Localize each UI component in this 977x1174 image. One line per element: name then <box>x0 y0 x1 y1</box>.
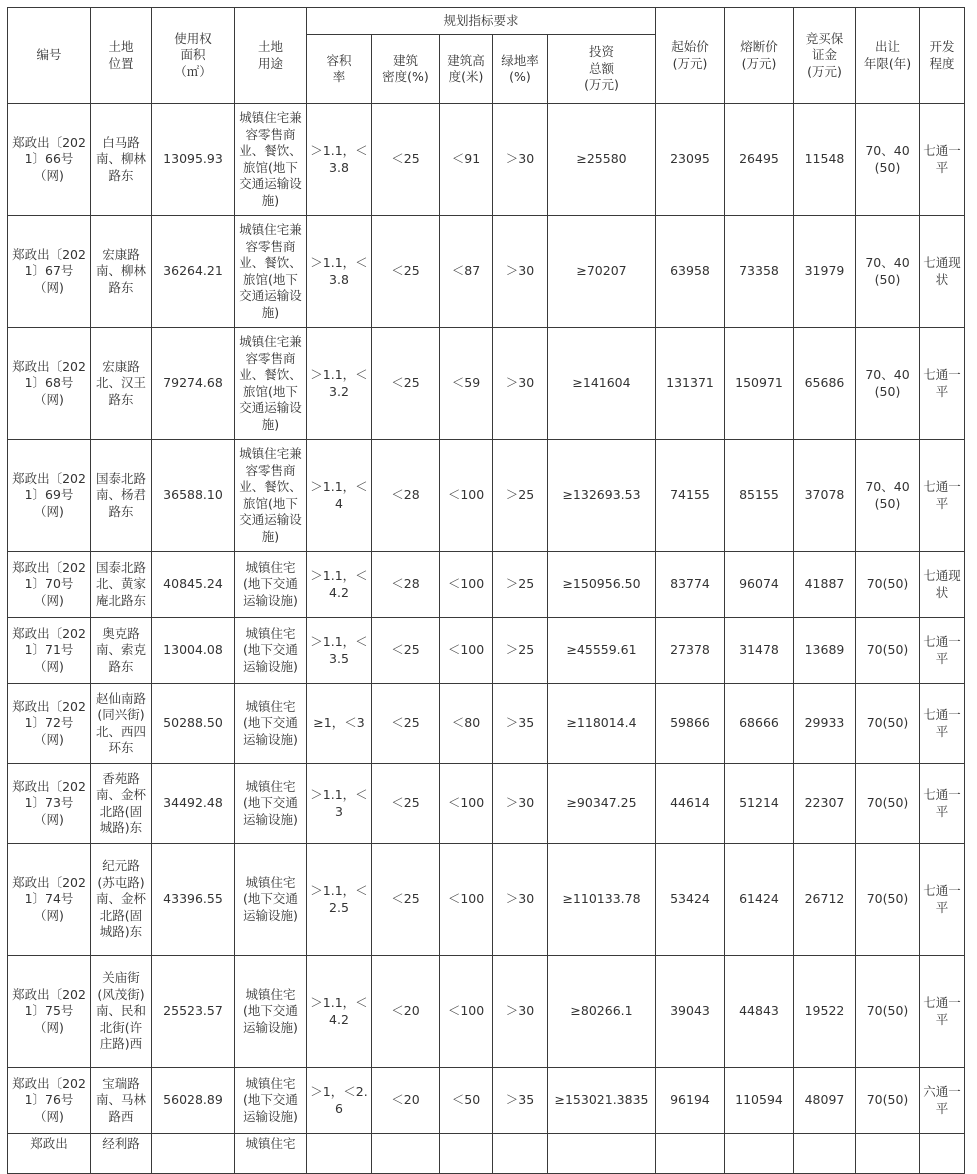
cell-green: ＞30 <box>493 764 548 844</box>
table-row <box>8 328 965 440</box>
cell-height: ＜80 <box>440 684 493 764</box>
cell-far: ＞1.1，＜3.2 <box>307 328 372 440</box>
cell-density: ＜28 <box>372 440 440 552</box>
cell-id: 郑政出〔2021〕71号（网) <box>8 618 91 684</box>
header-density: 建筑 密度(%) <box>372 35 440 104</box>
cell-location: 赵仙南路(同兴街)北、西四环东 <box>91 684 152 764</box>
cell-invest: ≥45559.61 <box>548 618 656 684</box>
cell-term: 70(50) <box>856 764 920 844</box>
cell-cap-price: 150971 <box>725 328 794 440</box>
header-far: 容积 率 <box>307 35 372 104</box>
cell-invest <box>548 1134 656 1174</box>
cell-green: ＞25 <box>493 552 548 618</box>
cell-green: ＞30 <box>493 844 548 956</box>
cell-usage: 城镇住宅 <box>235 1134 307 1174</box>
cell-green: ＞30 <box>493 216 548 328</box>
cell-deposit: 48097 <box>794 1068 856 1134</box>
cell-location: 纪元路(苏屯路)南、金杯北路(固城路)东 <box>91 844 152 956</box>
table-row <box>8 104 965 216</box>
header-location: 土地 位置 <box>91 8 152 104</box>
cell-deposit: 29933 <box>794 684 856 764</box>
cell-area: 25523.57 <box>152 956 235 1068</box>
header-planning-group: 规划指标要求 <box>307 8 656 35</box>
cell-far: ＞1，＜2.6 <box>307 1068 372 1134</box>
cell-green: ＞35 <box>493 684 548 764</box>
cell-height: ＜100 <box>440 844 493 956</box>
cell-location: 关庙街(风茂街)南、民和北街(许庄路)西 <box>91 956 152 1068</box>
cell-usage: 城镇住宅(地下交通运输设施) <box>235 1068 307 1134</box>
cell-invest: ≥90347.25 <box>548 764 656 844</box>
cell-far <box>307 1134 372 1174</box>
cell-deposit: 11548 <box>794 104 856 216</box>
cell-term: 70(50) <box>856 956 920 1068</box>
cell-start-price: 59866 <box>656 684 725 764</box>
cell-id: 郑政出〔2021〕66号（网) <box>8 104 91 216</box>
cell-term: 70、40(50) <box>856 328 920 440</box>
cell-term: 70(50) <box>856 684 920 764</box>
cell-density: ＜25 <box>372 764 440 844</box>
cell-location: 国泰北路北、黄家庵北路东 <box>91 552 152 618</box>
cell-term: 70(50) <box>856 844 920 956</box>
cell-cap-price: 73358 <box>725 216 794 328</box>
cell-area: 36588.10 <box>152 440 235 552</box>
header-start-price: 起始价 (万元) <box>656 8 725 104</box>
table-row <box>8 216 965 328</box>
cell-height: ＜87 <box>440 216 493 328</box>
cell-green: ＞25 <box>493 618 548 684</box>
cell-usage: 城镇住宅(地下交通运输设施) <box>235 956 307 1068</box>
cell-usage: 城镇住宅(地下交通运输设施) <box>235 618 307 684</box>
cell-height: ＜59 <box>440 328 493 440</box>
header-height: 建筑高 度(米) <box>440 35 493 104</box>
cell-area: 36264.21 <box>152 216 235 328</box>
cell-location: 白马路南、柳林路东 <box>91 104 152 216</box>
table-row <box>8 1068 965 1134</box>
cell-usage: 城镇住宅(地下交通运输设施) <box>235 552 307 618</box>
table-row <box>8 440 965 552</box>
cell-deposit: 37078 <box>794 440 856 552</box>
header-usage: 土地 用途 <box>235 8 307 104</box>
cell-invest: ≥118014.4 <box>548 684 656 764</box>
cell-dev: 七通一平 <box>920 956 965 1068</box>
cell-cap-price: 26495 <box>725 104 794 216</box>
cell-cap-price <box>725 1134 794 1174</box>
cell-dev: 七通一平 <box>920 104 965 216</box>
cell-height: ＜100 <box>440 956 493 1068</box>
cell-density: ＜20 <box>372 956 440 1068</box>
cell-usage: 城镇住宅兼容零售商业、餐饮、旅馆(地下交通运输设施) <box>235 328 307 440</box>
cell-id: 郑政出 <box>8 1134 91 1174</box>
cell-location: 国泰北路南、杨君路东 <box>91 440 152 552</box>
cell-green: ＞35 <box>493 1068 548 1134</box>
cell-start-price: 74155 <box>656 440 725 552</box>
cell-area: 56028.89 <box>152 1068 235 1134</box>
cell-invest: ≥153021.3835 <box>548 1068 656 1134</box>
cell-height: ＜91 <box>440 104 493 216</box>
cell-id: 郑政出〔2021〕74号（网) <box>8 844 91 956</box>
cell-deposit: 31979 <box>794 216 856 328</box>
cell-usage: 城镇住宅(地下交通运输设施) <box>235 764 307 844</box>
cell-green: ＞30 <box>493 328 548 440</box>
cell-area: 79274.68 <box>152 328 235 440</box>
cell-invest: ≥70207 <box>548 216 656 328</box>
cell-height <box>440 1134 493 1174</box>
cell-start-price: 53424 <box>656 844 725 956</box>
cell-dev: 七通现状 <box>920 552 965 618</box>
cell-usage: 城镇住宅(地下交通运输设施) <box>235 684 307 764</box>
cell-deposit: 19522 <box>794 956 856 1068</box>
cell-id: 郑政出〔2021〕72号（网) <box>8 684 91 764</box>
cell-area: 50288.50 <box>152 684 235 764</box>
cell-id: 郑政出〔2021〕76号（网) <box>8 1068 91 1134</box>
cell-id: 郑政出〔2021〕70号（网) <box>8 552 91 618</box>
cell-id: 郑政出〔2021〕67号（网) <box>8 216 91 328</box>
cell-far: ＞1.1，＜4.2 <box>307 552 372 618</box>
cell-start-price: 131371 <box>656 328 725 440</box>
cell-green: ＞30 <box>493 104 548 216</box>
cell-density <box>372 1134 440 1174</box>
table-row <box>8 956 965 1068</box>
cell-usage: 城镇住宅兼容零售商业、餐饮、旅馆(地下交通运输设施) <box>235 216 307 328</box>
table-row <box>8 684 965 764</box>
cell-start-price: 39043 <box>656 956 725 1068</box>
cell-cap-price: 96074 <box>725 552 794 618</box>
cell-area: 13095.93 <box>152 104 235 216</box>
cell-green: ＞25 <box>493 440 548 552</box>
cell-cap-price: 31478 <box>725 618 794 684</box>
header-green: 绿地率 (%) <box>493 35 548 104</box>
cell-density: ＜25 <box>372 844 440 956</box>
cell-green <box>493 1134 548 1174</box>
cell-term: 70、40(50) <box>856 104 920 216</box>
cell-id: 郑政出〔2021〕75号（网) <box>8 956 91 1068</box>
cell-usage: 城镇住宅兼容零售商业、餐饮、旅馆(地下交通运输设施) <box>235 104 307 216</box>
table-row <box>8 552 965 618</box>
cell-area: 43396.55 <box>152 844 235 956</box>
cell-id: 郑政出〔2021〕69号（网) <box>8 440 91 552</box>
cell-invest: ≥141604 <box>548 328 656 440</box>
cell-density: ＜25 <box>372 618 440 684</box>
header-dev: 开发 程度 <box>920 8 965 104</box>
cell-location: 奥克路南、索克路东 <box>91 618 152 684</box>
cell-location: 宏康路南、柳林路东 <box>91 216 152 328</box>
cell-density: ＜28 <box>372 552 440 618</box>
cell-start-price: 44614 <box>656 764 725 844</box>
cell-term: 70(50) <box>856 1068 920 1134</box>
cell-deposit: 26712 <box>794 844 856 956</box>
cell-height: ＜100 <box>440 764 493 844</box>
cell-far: ≥1，＜3 <box>307 684 372 764</box>
cell-height: ＜100 <box>440 440 493 552</box>
cell-far: ＞1.1，＜4.2 <box>307 956 372 1068</box>
cell-start-price: 23095 <box>656 104 725 216</box>
cell-area: 40845.24 <box>152 552 235 618</box>
header-cap-price: 熔断价 (万元) <box>725 8 794 104</box>
cell-term: 70、40(50) <box>856 440 920 552</box>
header-deposit: 竞买保 证金 (万元) <box>794 8 856 104</box>
cell-cap-price: 61424 <box>725 844 794 956</box>
cell-term: 70(50) <box>856 618 920 684</box>
cell-location: 宝瑞路南、马林路西 <box>91 1068 152 1134</box>
cell-height: ＜100 <box>440 618 493 684</box>
cell-usage: 城镇住宅兼容零售商业、餐饮、旅馆(地下交通运输设施) <box>235 440 307 552</box>
cell-density: ＜25 <box>372 328 440 440</box>
cell-start-price <box>656 1134 725 1174</box>
cell-deposit <box>794 1134 856 1174</box>
cell-area: 34492.48 <box>152 764 235 844</box>
cell-dev: 七通一平 <box>920 844 965 956</box>
cell-invest: ≥25580 <box>548 104 656 216</box>
cell-dev <box>920 1134 965 1174</box>
table-row <box>8 764 965 844</box>
header-invest: 投资 总额 (万元) <box>548 35 656 104</box>
cell-density: ＜25 <box>372 216 440 328</box>
cell-term: 70、40(50) <box>856 216 920 328</box>
cell-deposit: 13689 <box>794 618 856 684</box>
cell-cap-price: 110594 <box>725 1068 794 1134</box>
header-id: 编号 <box>8 8 91 104</box>
cell-far: ＞1.1，＜3.8 <box>307 216 372 328</box>
cell-location: 经利路 <box>91 1134 152 1174</box>
land-auction-table <box>7 7 965 1174</box>
cell-density: ＜25 <box>372 104 440 216</box>
cell-cap-price: 85155 <box>725 440 794 552</box>
cell-dev: 六通一平 <box>920 1068 965 1134</box>
cell-invest: ≥150956.50 <box>548 552 656 618</box>
cell-far: ＞1.1，＜3 <box>307 764 372 844</box>
cell-id: 郑政出〔2021〕68号（网) <box>8 328 91 440</box>
cell-height: ＜100 <box>440 552 493 618</box>
cell-far: ＞1.1，＜4 <box>307 440 372 552</box>
cell-dev: 七通一平 <box>920 684 965 764</box>
cell-location: 香苑路南、金杯北路(固城路)东 <box>91 764 152 844</box>
cell-dev: 七通一平 <box>920 440 965 552</box>
cell-area <box>152 1134 235 1174</box>
table-row <box>8 618 965 684</box>
cell-usage: 城镇住宅(地下交通运输设施) <box>235 844 307 956</box>
header-term: 出让 年限(年) <box>856 8 920 104</box>
cell-dev: 七通一平 <box>920 328 965 440</box>
cell-start-price: 27378 <box>656 618 725 684</box>
header-area: 使用权 面积 （㎡） <box>152 8 235 104</box>
cell-cap-price: 44843 <box>725 956 794 1068</box>
cell-dev: 七通现状 <box>920 216 965 328</box>
table-row <box>8 844 965 956</box>
cell-far: ＞1.1，＜3.8 <box>307 104 372 216</box>
cell-deposit: 65686 <box>794 328 856 440</box>
cell-far: ＞1.1，＜2.5 <box>307 844 372 956</box>
cell-id: 郑政出〔2021〕73号（网) <box>8 764 91 844</box>
cell-start-price: 96194 <box>656 1068 725 1134</box>
cell-cap-price: 68666 <box>725 684 794 764</box>
cell-invest: ≥132693.53 <box>548 440 656 552</box>
cell-dev: 七通一平 <box>920 764 965 844</box>
cell-dev: 七通一平 <box>920 618 965 684</box>
cell-invest: ≥110133.78 <box>548 844 656 956</box>
cell-start-price: 83774 <box>656 552 725 618</box>
cell-invest: ≥80266.1 <box>548 956 656 1068</box>
cell-height: ＜50 <box>440 1068 493 1134</box>
cell-location: 宏康路北、汉王路东 <box>91 328 152 440</box>
cell-density: ＜20 <box>372 1068 440 1134</box>
cell-term: 70(50) <box>856 552 920 618</box>
cell-far: ＞1.1，＜3.5 <box>307 618 372 684</box>
table-row <box>8 1134 965 1174</box>
cell-deposit: 41887 <box>794 552 856 618</box>
cell-deposit: 22307 <box>794 764 856 844</box>
cell-start-price: 63958 <box>656 216 725 328</box>
cell-green: ＞30 <box>493 956 548 1068</box>
cell-term <box>856 1134 920 1174</box>
cell-density: ＜25 <box>372 684 440 764</box>
cell-area: 13004.08 <box>152 618 235 684</box>
cell-cap-price: 51214 <box>725 764 794 844</box>
